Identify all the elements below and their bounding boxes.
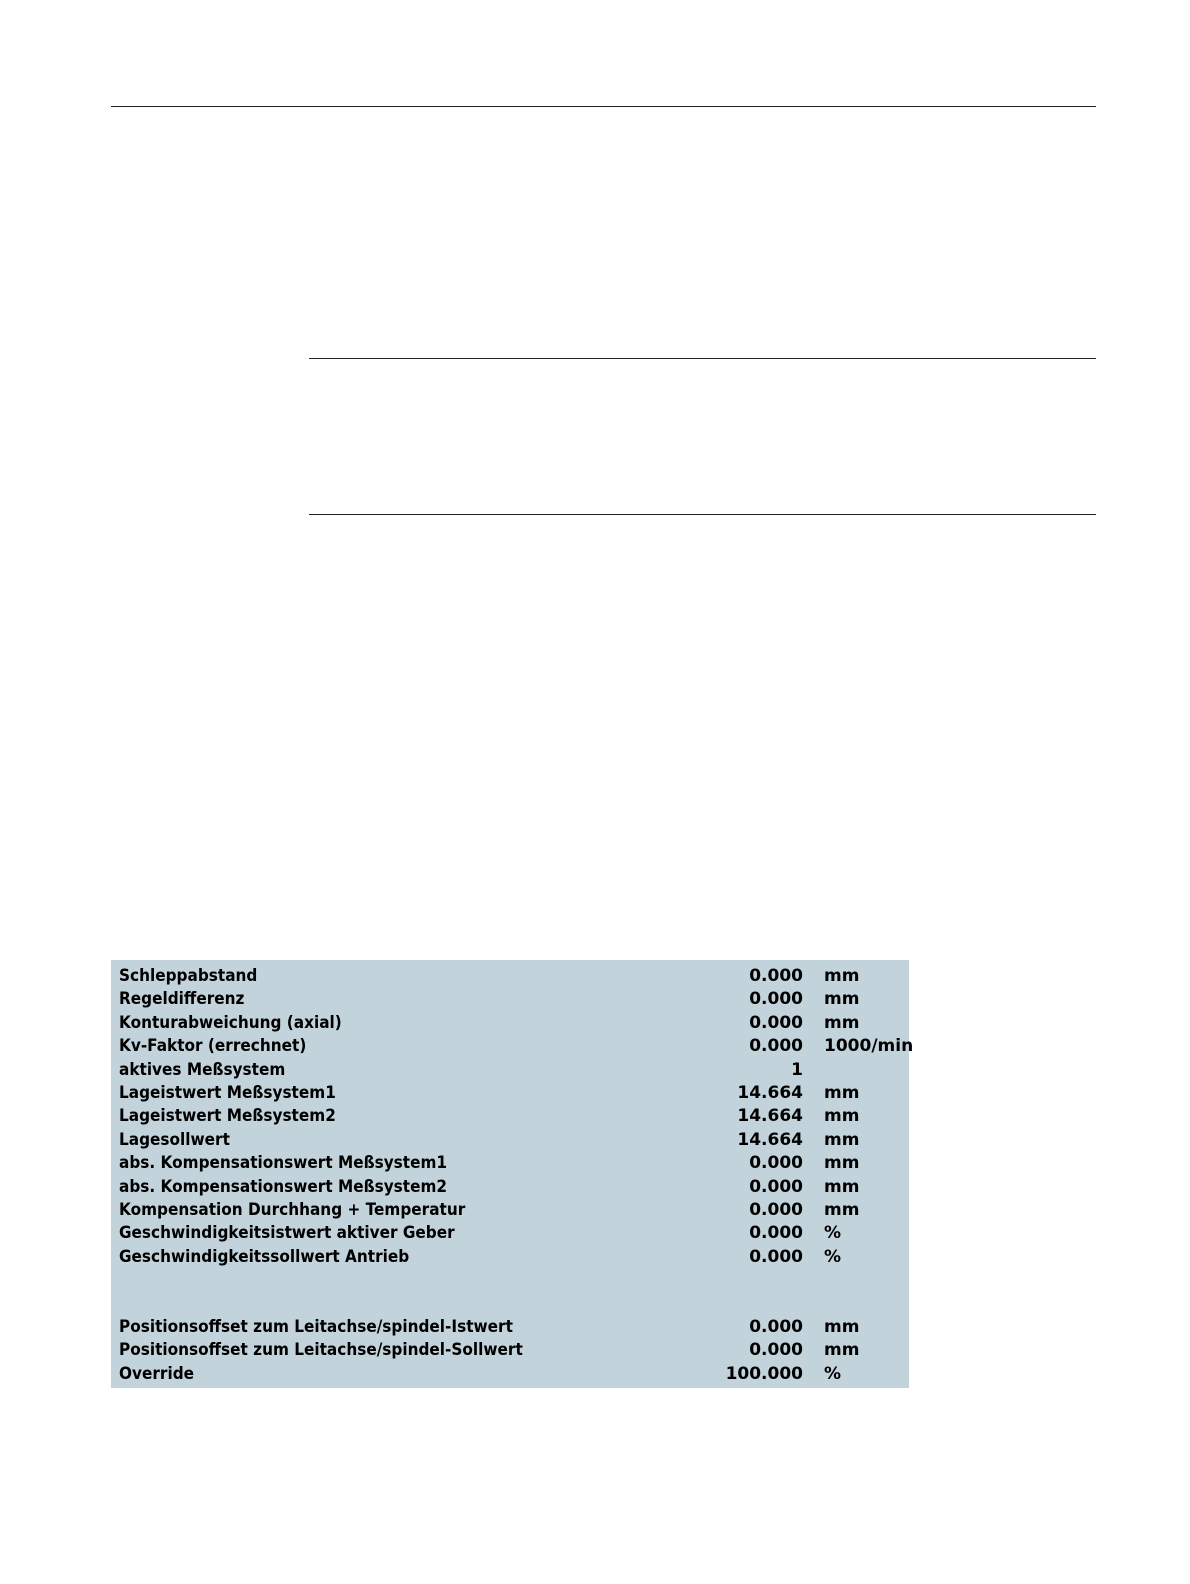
- row-value: 0.000: [749, 1317, 803, 1338]
- row-unit: %: [824, 1246, 842, 1267]
- row-label: Konturabweichung (axial): [119, 1012, 342, 1033]
- note-top-rule: [309, 358, 1096, 359]
- row-value: 14.664: [737, 1106, 803, 1127]
- row-label: Positionsoffset zum Leitachse/spindel-Sollwert: [119, 1340, 523, 1361]
- row-label: Geschwindigkeitsistwert aktiver Geber: [119, 1223, 455, 1244]
- row-value: 0.000: [749, 1012, 803, 1033]
- note-bottom-rule: [309, 514, 1096, 515]
- row-unit: mm: [824, 1082, 860, 1103]
- row-label: Schleppabstand: [119, 966, 258, 986]
- row-unit: mm: [824, 966, 860, 986]
- row-unit: mm: [824, 1176, 860, 1197]
- service-value-row: [111, 1035, 914, 1058]
- service-value-row: [111, 1199, 909, 1222]
- row-label: Lageistwert Meßsystem2: [119, 1106, 336, 1127]
- service-value-row: [111, 1012, 909, 1035]
- row-value: 14.664: [737, 1082, 803, 1103]
- axis-service-values-panel: [111, 960, 914, 1388]
- service-value-row: [111, 1316, 909, 1339]
- service-value-row: [111, 1105, 909, 1128]
- row-unit: mm: [824, 1129, 860, 1150]
- service-value-row: [111, 965, 909, 988]
- service-value-row: [111, 1152, 909, 1175]
- row-unit: mm: [824, 1199, 860, 1220]
- row-value: 0.000: [749, 966, 803, 986]
- row-value: 0.000: [749, 1246, 803, 1267]
- page-header-rule: [111, 106, 1096, 107]
- service-value-row: [111, 1339, 909, 1362]
- service-value-row: [111, 1129, 909, 1152]
- service-value-row: [111, 1363, 909, 1386]
- row-label: Override: [119, 1363, 195, 1384]
- row-label: Kompensation Durchhang + Temperatur: [119, 1199, 466, 1220]
- service-value-row: [111, 1059, 909, 1082]
- row-unit: mm: [824, 989, 860, 1010]
- row-unit: mm: [824, 1012, 860, 1033]
- row-value: 14.664: [737, 1129, 803, 1150]
- row-value: 0.000: [749, 989, 803, 1010]
- row-value: 0.000: [749, 1153, 803, 1174]
- row-value: 0.000: [749, 1340, 803, 1361]
- row-label: Lagesollwert: [119, 1129, 230, 1150]
- row-label: aktives Meßsystem: [119, 1059, 286, 1080]
- row-value: 100.000: [725, 1363, 803, 1384]
- service-value-row: [111, 1246, 909, 1269]
- row-value: 0.000: [749, 1036, 803, 1057]
- service-value-row: [111, 1222, 909, 1245]
- row-label: Geschwindigkeitssollwert Antrieb: [119, 1246, 410, 1267]
- row-unit: mm: [824, 1317, 860, 1338]
- row-label: Positionsoffset zum Leitachse/spindel-Istwert: [119, 1317, 513, 1338]
- row-label: abs. Kompensationswert Meßsystem1: [119, 1153, 448, 1174]
- row-unit: %: [824, 1223, 842, 1244]
- row-label: Lageistwert Meßsystem1: [119, 1082, 336, 1103]
- row-value: 0.000: [749, 1199, 803, 1220]
- service-values-list-primary: [111, 965, 914, 1269]
- row-unit: mm: [824, 1153, 860, 1174]
- row-value: 0.000: [749, 1223, 803, 1244]
- row-unit: mm: [824, 1106, 860, 1127]
- service-value-row: [111, 1082, 909, 1105]
- list-gap: [111, 1269, 909, 1316]
- row-unit: %: [824, 1363, 842, 1384]
- service-values-list-secondary: [111, 1316, 909, 1386]
- row-label: Kv-Faktor (errechnet): [119, 1036, 307, 1057]
- row-value: 1: [791, 1059, 803, 1080]
- row-label: abs. Kompensationswert Meßsystem2: [119, 1176, 448, 1197]
- row-unit: mm: [824, 1340, 860, 1361]
- service-value-row: [111, 1176, 909, 1199]
- row-label: Regeldifferenz: [119, 989, 245, 1010]
- service-value-row: [111, 988, 909, 1011]
- row-unit: 1000/min: [824, 1036, 914, 1057]
- row-value: 0.000: [749, 1176, 803, 1197]
